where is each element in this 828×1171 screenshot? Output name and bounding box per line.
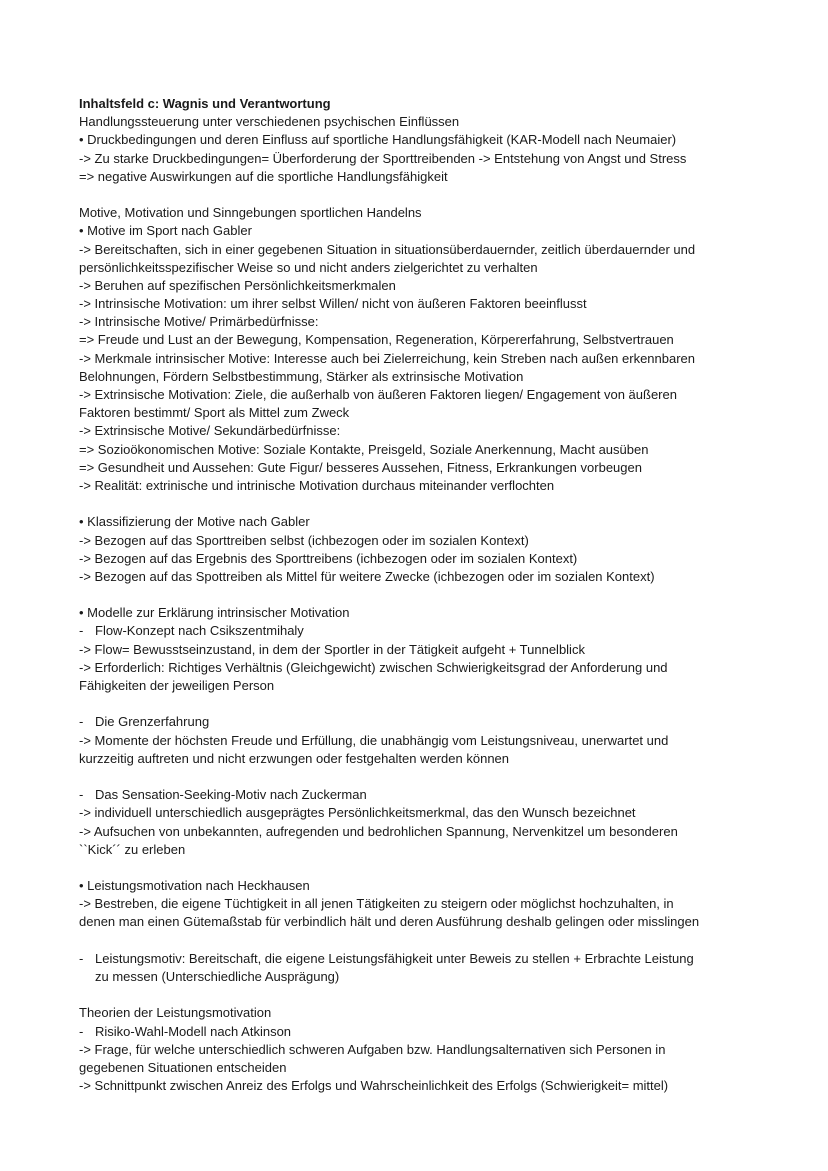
text-line [79, 895, 759, 913]
paragraph-gap [79, 695, 759, 713]
text-line-content: Die Grenzerfahrung [95, 714, 210, 730]
paragraph-gap [79, 768, 759, 786]
text-line [79, 804, 759, 822]
text-line-content: gegebenen Situationen entscheiden [79, 1059, 287, 1075]
text-line [79, 459, 759, 477]
text-line [79, 1041, 759, 1059]
text-line-content: • Modelle zur Erklärung intrinsischer Motivation [79, 605, 350, 621]
text-line-content: ``Kick´´ zu erleben [79, 841, 186, 857]
text-line-content: -> Flow= Bewusstseinzustand, in dem der Sportler in der Tätigkeit aufgeht + Tunnelblick [79, 641, 585, 657]
text-line [79, 222, 759, 240]
text-line [79, 823, 759, 841]
text-line [79, 313, 759, 331]
text-line-content: -> Zu starke Druckbedingungen= Überforderung der Sporttreibenden -> Entstehung von Angst und Stress [79, 150, 687, 166]
text-line [79, 732, 759, 750]
text-line-content: => Gesundheit und Aussehen: Gute Figur/ besseres Aussehen, Fitness, Erkrankungen vorbeugen [79, 459, 642, 475]
text-line [79, 604, 759, 622]
text-line-content: -> Intrinsische Motive/ Primärbedürfnisse: [79, 314, 319, 330]
text-line-content: Theorien der Leistungsmotivation [79, 1005, 272, 1021]
text-line [79, 404, 759, 422]
text-line-content: -> Merkmale intrinsischer Motive: Interesse auch bei Zielerreichung, kein Streben nach außen erkennbaren [79, 350, 696, 366]
text-line-content: Motive, Motivation und Sinngebungen sportlichen Handelns [79, 205, 422, 221]
text-line-content: -> Realität: extrinische und intrinische Motivation durchaus miteinander verflochten [79, 477, 555, 493]
text-line-content: kurzzeitig auftreten und nicht erzwungen oder festgehalten werden können [79, 750, 510, 766]
text-line [79, 259, 759, 277]
dash-bullet-icon: - [79, 714, 84, 730]
text-line [79, 568, 759, 586]
text-line-content: Risiko-Wahl-Modell nach Atkinson [95, 1023, 292, 1039]
text-line [79, 1004, 759, 1022]
text-line-content: Handlungssteuerung unter verschiedenen psychischen Einflüssen [79, 114, 460, 130]
paragraph-gap [79, 495, 759, 513]
text-line-content: -> Bestreben, die eigene Tüchtigkeit in all jenen Tätigkeiten zu steigern oder möglichst hochzuhalten, in [79, 896, 674, 912]
text-line-content: -> Schnittpunkt zwischen Anreiz des Erfolgs und Wahrscheinlichkeit des Erfolgs (Schwierigkeit= mittel) [79, 1078, 669, 1094]
text-line-content: -> Beruhen auf spezifischen Persönlichkeitsmerkmalen [79, 277, 396, 293]
text-line-content: -> Extrinsische Motive/ Sekundärbedürfnisse: [79, 423, 341, 439]
text-line-content: -> individuell unterschiedlich ausgeprägtes Persönlichkeitsmerkmal, das den Wunsch bezeichnet [79, 805, 636, 821]
text-line-content: Belohnungen, Fördern Selbstbestimmung, Stärker als extrinsische Motivation [79, 368, 524, 384]
dash-bullet-icon: - [79, 787, 84, 803]
paragraph-gap [79, 932, 759, 950]
paragraph-gap [79, 859, 759, 877]
text-line-content: denen man einen Gütemaßstab für verbindlich hält und deren Ausführung deshalb gelingen oder misslingen [79, 914, 700, 930]
text-line-content: => negative Auswirkungen auf die sportliche Handlungsfähigkeit [79, 168, 448, 184]
text-line-content: -> Frage, für welche unterschiedlich schweren Aufgaben bzw. Handlungsalternativen sich Personen in [79, 1041, 666, 1057]
text-line [79, 1023, 759, 1041]
text-line [79, 441, 759, 459]
text-line [79, 350, 759, 368]
text-line [79, 150, 759, 168]
text-line [79, 386, 759, 404]
text-line-content: zu messen (Unterschiedliche Ausprägung) [95, 969, 340, 984]
text-line [79, 641, 759, 659]
text-line [79, 950, 759, 968]
text-line-content: • Druckbedingungen und deren Einfluss auf sportliche Handlungsfähigkeit (KAR-Modell nach Neumaier) [79, 132, 677, 148]
text-line [79, 786, 759, 804]
text-line-content: -> Bezogen auf das Spottreiben als Mittel für weitere Zwecke (ichbezogen oder im sozialen Kontext) [79, 568, 655, 584]
text-line-content: persönlichkeitsspezifischer Weise so und nicht anders zielgerichtet zu verhalten [79, 259, 538, 275]
text-line [79, 877, 759, 895]
text-line [79, 368, 759, 386]
text-line [79, 659, 759, 677]
text-line-content: => Freude und Lust an der Bewegung, Kompensation, Regeneration, Körpererfahrung, Selbstvertrauen [79, 332, 674, 348]
text-line [79, 131, 759, 149]
text-line [79, 1077, 759, 1095]
paragraph-gap [79, 986, 759, 1004]
text-line-content: Faktoren bestimmt/ Sport als Mittel zum Zweck [79, 405, 350, 421]
text-line-content: -> Bereitschaften, sich in einer gegebenen Situation in situationsüberdauernder, zeitlich überdauernder und [79, 241, 696, 257]
text-line-content: Fähigkeiten der jeweiligen Person [79, 678, 275, 693]
text-line [79, 477, 759, 495]
text-line [79, 295, 759, 313]
text-line [79, 677, 759, 695]
dash-bullet-icon: - [79, 1023, 84, 1039]
text-line [79, 622, 759, 640]
text-line-content: Leistungsmotiv: Bereitschaft, die eigene Leistungsfähigkeit unter Beweis zu stellen + Erbrachte Leistung [95, 950, 694, 966]
text-line-content: => Sozioökonomischen Motive: Soziale Kontakte, Preisgeld, Soziale Anerkennung, Macht ausüben [79, 441, 649, 457]
text-line [79, 513, 759, 531]
paragraph-gap [79, 186, 759, 204]
text-line [79, 113, 759, 131]
text-line-content: -> Intrinsische Motivation: um ihrer selbst Willen/ nicht von äußeren Faktoren beeinflusst [79, 296, 587, 312]
text-line [79, 750, 759, 768]
text-line [79, 277, 759, 295]
dash-bullet-icon: - [79, 623, 84, 639]
text-line [79, 168, 759, 186]
text-line [79, 422, 759, 440]
text-line [79, 968, 759, 986]
text-line-content: • Motive im Sport nach Gabler [79, 223, 252, 239]
text-line-content: -> Bezogen auf das Sporttreiben selbst (ichbezogen oder im sozialen Kontext) [79, 532, 529, 548]
document-title: Inhaltsfeld c: Wagnis und Verantwortung [79, 96, 331, 111]
text-line [79, 550, 759, 568]
text-line [79, 532, 759, 550]
document-content [79, 95, 759, 1095]
text-line [79, 241, 759, 259]
text-line-content: Das Sensation-Seeking-Motiv nach Zuckerman [95, 787, 367, 803]
text-line-content: • Leistungsmotivation nach Heckhausen [79, 878, 310, 894]
text-line [79, 713, 759, 731]
text-line [79, 331, 759, 349]
text-line-content: Flow-Konzept nach Csikszentmihaly [95, 623, 304, 639]
text-line [79, 913, 759, 931]
text-line [79, 1059, 759, 1077]
text-line-content: -> Momente der höchsten Freude und Erfüllung, die unabhängig vom Leistungsniveau, unerwartet und [79, 732, 669, 748]
dash-bullet-icon: - [79, 950, 84, 966]
text-line [79, 841, 759, 859]
text-line-content: -> Erforderlich: Richtiges Verhältnis (Gleichgewicht) zwischen Schwierigkeitsgrad der Anforderung und [79, 659, 668, 675]
text-line-content: -> Extrinsische Motivation: Ziele, die außerhalb von äußeren Faktoren liegen/ Engagement von äußeren [79, 387, 677, 402]
text-line-content: -> Bezogen auf das Ergebnis des Sporttreibens (ichbezogen oder im sozialen Kontext) [79, 550, 578, 566]
paragraph-gap [79, 586, 759, 604]
text-line-content: -> Aufsuchen von unbekannten, aufregenden und bedrohlichen Spannung, Nervenkitzel um besonderen [79, 823, 678, 839]
text-line [79, 204, 759, 222]
text-line-content: • Klassifizierung der Motive nach Gabler [79, 514, 310, 530]
